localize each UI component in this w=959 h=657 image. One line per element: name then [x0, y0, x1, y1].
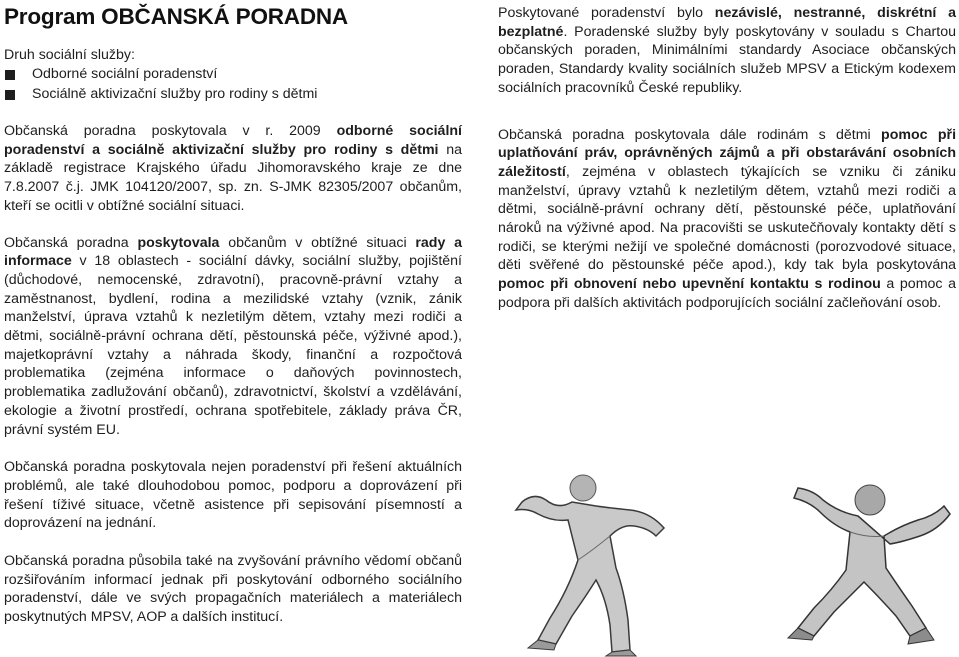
service-type-label: Druh sociální služby:	[4, 47, 135, 63]
paragraph-long-term-help: Občanská poradna poskytovala nejen poradenství při řešení aktuálních problémů, ale také dlouhodobou pomoc, podporu a doprovázení při řešení tíživé situace, včetně asistence při sepisování písemností a doprovázení na jednání.	[4, 459, 462, 532]
paragraph-legal-awareness: Občanská poradna působila také na zvyšování právního vědomí občanů rozšiřováním informací jednak při poskytování odborného sociálního poradenství, dále ve svých propagačních materiálech a materiálech poskytnutých MPSV, AOP a dalších institucí.	[4, 553, 462, 626]
right-dancing-figure	[788, 485, 950, 644]
list-item: Sociálně aktivizační služby pro rodiny s dětmi	[4, 85, 462, 105]
square-bullet-icon	[5, 90, 15, 100]
paragraph-registration: Občanská poradna poskytovala v r. 2009 odborné sociální poradenství a sociálně aktivizační služby pro rodiny s dětmi na základě registrace Krajského úřadu Jihomoravského kraje ze dne 7.8.2007 č.j. JMK 104120/2007, sp. zn. S-JMK 82305/2007 občanům, kteří se ocitli v obtížné sociální situaci.	[4, 123, 462, 214]
paragraph-family-help: Občanská poradna poskytovala dále rodinám s dětmi pomoc při uplatňování práv, oprávněných zájmů a při obstarávání osobních záležitostí, zejména v oblastech týkajících se vzniku či zániku manželství, úpravy vztahů k nezletilým dětem, vztahů mezi rodiči a dětmi, sociálně-právní ochrany dětí, pěstounské péče, uplatňování nároků na výživné apod. Na pracovišti se uskutečňovaly kontakty dětí s rodiči, se kterými nežijí ve společné domácnosti (porozvodové situace, děti svěřené do pěstounské péče apod.), kdy tak byla poskytována pomoc při obnovení nebo upevnění kontaktu s rodinou a pomoc a podpora při dalších aktivitách podporujících sociální začleňování osob.	[498, 126, 957, 311]
list-item: Odborné sociální poradenství	[4, 65, 462, 85]
paragraph-advice-areas: Občanská poradna poskytovala občanům v obtížné situaci rady a informace v 18 oblastech - sociální dávky, sociální služby, pojištění (důchodové, nemocenské, zdravotní), pracovně-právní vztahy a zaměstnanost, bydlení, rodina a mezilidské vztahy (vznik, zánik manželství, úprava vztahů k nezletilým dětem, vztahy mezi rodiči a dětmi, sociálně-právní ochrana dětí, pěstounská péče, výživné apod.), majetkoprávní vztahy a náhrada škody, finanční a rozpočtová problematika (zejména informace o daňových povinnostech, problematika zadlužování občanů), zdravotnictví, školství a vzdělávání, ekologie a životní prostředí, ochrana spotřebitele, základy práva ČR, právní systém EU.	[4, 234, 462, 438]
right-column	[498, 0, 956, 313]
page-title: Program OBČANSKÁ PORADNA	[4, 4, 348, 29]
paragraph-principles: Poskytované poradenství bylo nezávislé, nestranné, diskrétní a bezplatné. Poradenské služby byly poskytovány v souladu s Chartou občanských poraden, Minimálními standardy Asociace občanských poraden, Standardy kvality sociálních služeb MPSV a Etickým kodexem sociálních pracovníků České republiky.	[498, 5, 956, 96]
service-list	[4, 65, 462, 104]
left-dancing-figure	[516, 475, 664, 656]
left-column	[4, 0, 462, 627]
two-dancing-figures-illustration	[498, 440, 959, 657]
square-bullet-icon	[5, 70, 15, 80]
